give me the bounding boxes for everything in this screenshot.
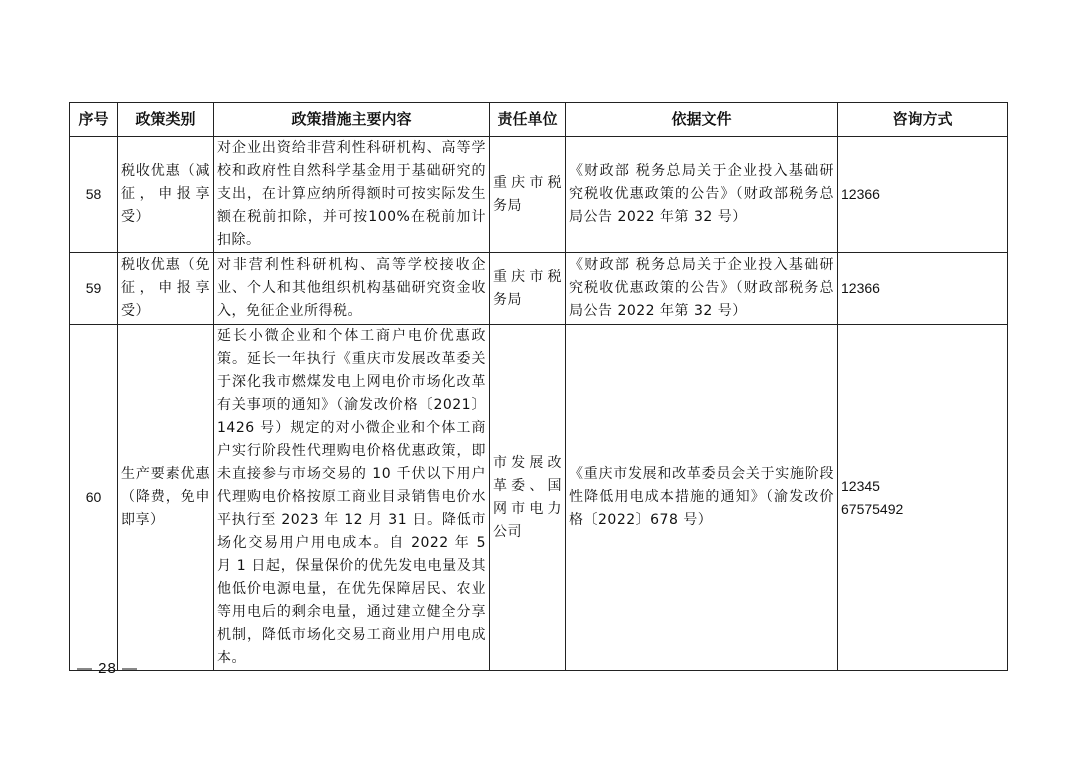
- table-header-row: [70, 103, 1008, 137]
- policy-category: 税收优惠（免征，申报享受）: [118, 253, 214, 325]
- responsible-unit: 市发展改革委、国网市电力公司: [490, 325, 566, 671]
- header-no: 序号: [70, 103, 118, 137]
- reference-document: 《财政部 税务总局关于企业投入基础研究税收优惠政策的公告》（财政部税务总局公告 2022 年第 32 号）: [566, 253, 838, 325]
- policy-content: 对企业出资给非营利性科研机构、高等学校和政府性自然科学基金用于基础研究的支出，在计算应纳所得额时可按实际发生额在税前扣除，并可按100%在税前加计扣除。: [214, 137, 490, 253]
- policy-category: 税收优惠（减征，申报享受）: [118, 137, 214, 253]
- policy-category: 生产要素优惠（降费，免申即享）: [118, 325, 214, 671]
- contact-info: [838, 253, 1008, 325]
- header-content: 政策措施主要内容: [214, 103, 490, 137]
- header-category: 政策类别: [118, 103, 214, 137]
- header-document: 依据文件: [566, 103, 838, 137]
- reference-document: 《财政部 税务总局关于企业投入基础研究税收优惠政策的公告》（财政部税务总局公告 2022 年第 32 号）: [566, 137, 838, 253]
- responsible-unit: 重庆市税务局: [490, 253, 566, 325]
- row-number: 58: [70, 137, 118, 253]
- row-number: 59: [70, 253, 118, 325]
- contact-info: [838, 137, 1008, 253]
- row-number: 60: [70, 325, 118, 671]
- policy-content: 延长小微企业和个体工商户电价优惠政策。延长一年执行《重庆市发展改革委关于深化我市燃煤发电上网电价市场化改革有关事项的通知》（渝发改价格〔2021〕1426 号）规定的对小微企业和个体工商户实行阶段性代理购电价格优惠政策，即未直接参与市场交易的 10 千伏以下用户代理购电价格按原工商业目录销售电价水平执行至 2023 年 12 月 31 日。降低市场化交易用户用电成本。自 2022 年 5 月 1 日起，保量保价的优先发电电量及其他低价电源电量，在优先保障居民、农业等用电后的剩余电量，通过建立健全分享机制，降低市场化交易工商业用户用电成本。: [214, 325, 490, 671]
- table-row: [70, 325, 1008, 671]
- header-contact: 咨询方式: [838, 103, 1008, 137]
- policy-content: 对非营利性科研机构、高等学校接收企业、个人和其他组织机构基础研究资金收入，免征企业所得税。: [214, 253, 490, 325]
- responsible-unit: 重庆市税务局: [490, 137, 566, 253]
- table-row: [70, 137, 1008, 253]
- contact-info: [838, 325, 1008, 671]
- contact-number: 12366: [841, 280, 880, 296]
- header-unit: 责任单位: [490, 103, 566, 137]
- contact-number: 67575492: [841, 500, 904, 517]
- reference-document: 《重庆市发展和改革委员会关于实施阶段性降低用电成本措施的通知》（渝发改价格〔2022〕678 号）: [566, 325, 838, 671]
- table-row: [70, 253, 1008, 325]
- contact-number: 12345: [841, 477, 880, 494]
- policy-table: [69, 102, 1008, 671]
- contact-number: 12366: [841, 186, 880, 202]
- page-number: — 28 —: [77, 660, 139, 677]
